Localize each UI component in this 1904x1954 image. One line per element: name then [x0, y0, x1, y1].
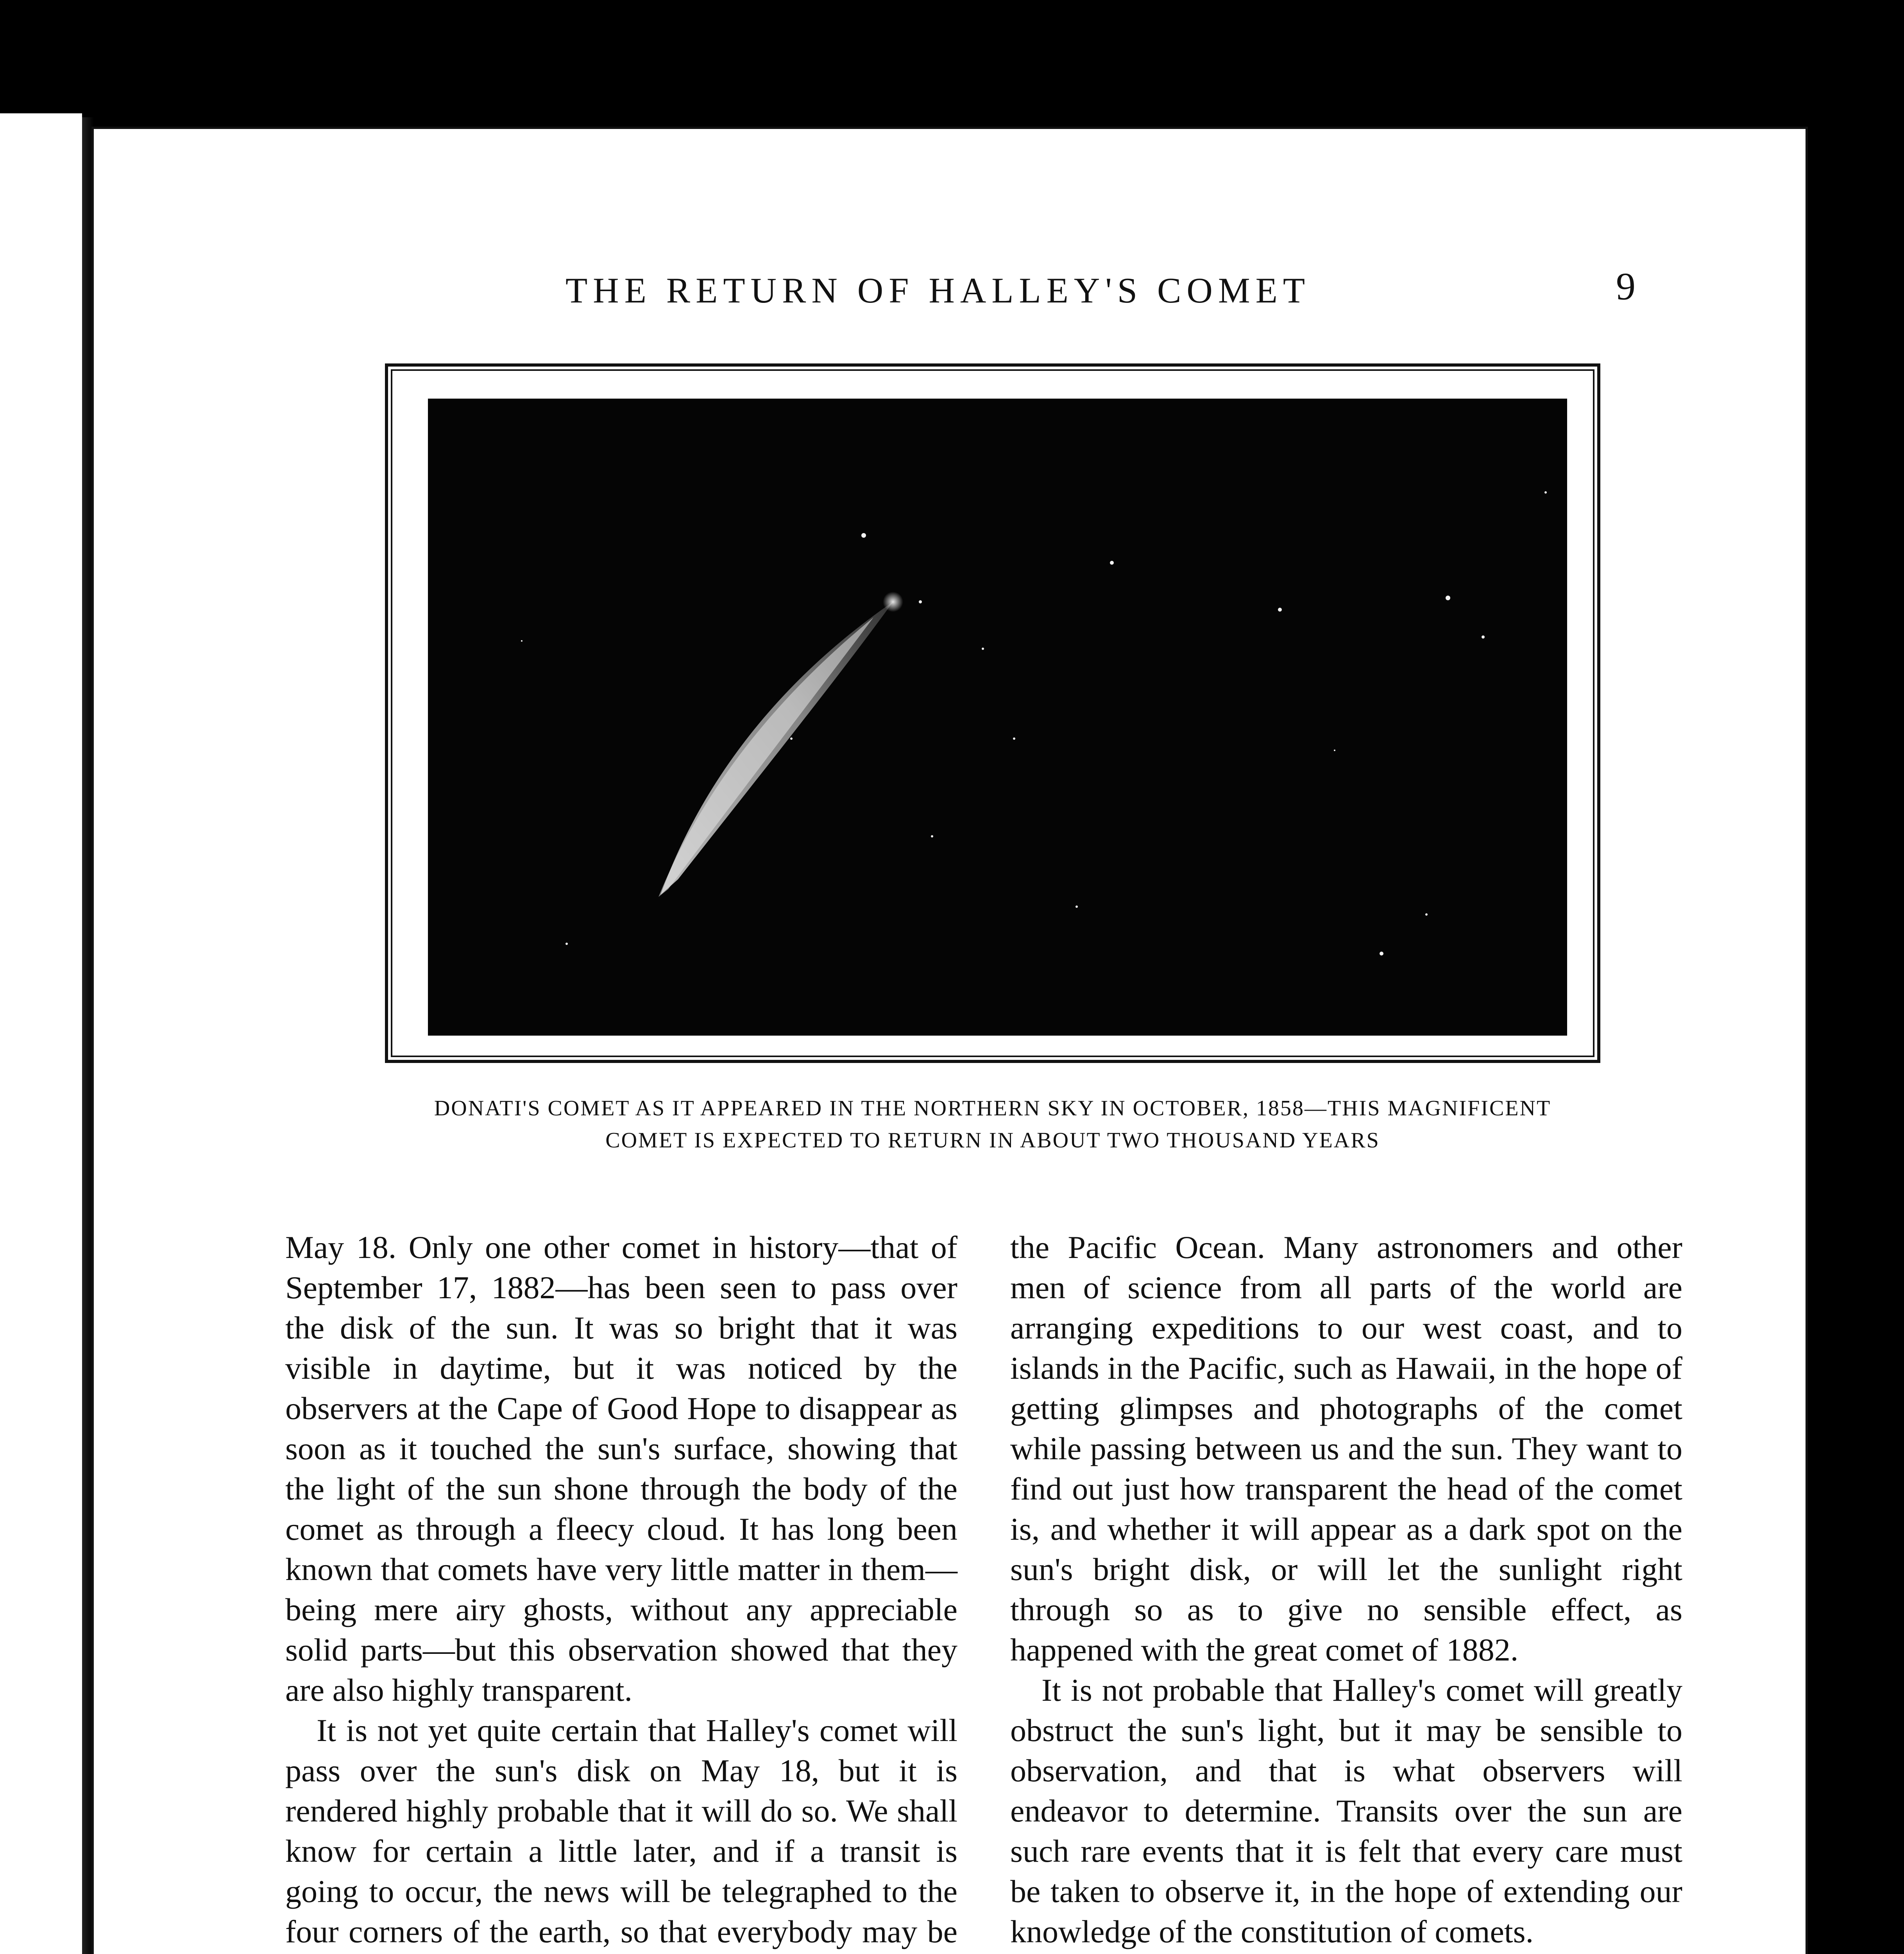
facing-page-edge — [0, 113, 82, 1954]
figure-caption: DONATI'S COMET AS IT APPEARED IN THE NORTHERN SKY IN OCTOBER, 1858—THIS MAGNIFICENT COMET IS EXPECTED TO RETURN IN ABOUT TWO THOUSAND YEARS — [434, 1096, 1551, 1152]
right-column — [1010, 1227, 1682, 1954]
paragraph: It is not yet quite certain that Halley's comet will pass over the sun's disk on May 18, but it is rendered highly probable that it will do so. We shall know for certain a little later, and if a transit is going to occur, the news will be telegraphed to the four corners of the earth, so that everybody may be — [285, 1712, 957, 1949]
left-column — [285, 1227, 957, 1954]
comet-nucleus — [883, 592, 903, 612]
comet-photograph — [428, 399, 1567, 1036]
paragraph: May 18. Only one other comet in history—that of September 17, 1882—has been seen to pass over the disk of the sun. It was so bright that it was visible in daytime, but it was noticed by the observers at the Cape of Good Hope to disappear as soon as it touched the sun's surface, showing that the light of the sun shone through the body of the comet as through a fleecy cloud. It has long been known that comets have very little matter in them—being mere airy ghosts, without any appreciable solid parts—but this observation showed that they are also highly transparent. — [285, 1229, 957, 1708]
book-spine — [82, 117, 94, 1954]
paragraph: It is not probable that Halley's comet will greatly obstruct the sun's light, but it may be sensible to observation, and that is what observers will endeavor to determine. Transits over the sun are such rare events that it is felt that every care must be taken to observe it, in the hope of extending our knowledge of the constitution of comets. — [1010, 1672, 1682, 1949]
night-sky — [428, 399, 1567, 1036]
paragraph: the Pacific Ocean. Many astronomers and other men of science from all parts of the world are arranging expeditions to our west coast, and to islands in the Pacific, such as Hawaii, in the hope of getting glimpses and photographs of the comet while passing between us and the sun. They want to find out just how transparent the head of the comet is, and whether it will appear as a dark spot on the sun's bright disk, or will let the sunlight right through so as to give no sensible effect, as happened with the great comet of 1882. — [1010, 1229, 1682, 1668]
page-number: 9 — [1616, 265, 1636, 308]
running-title: THE RETURN OF HALLEY'S COMET — [565, 270, 1311, 310]
